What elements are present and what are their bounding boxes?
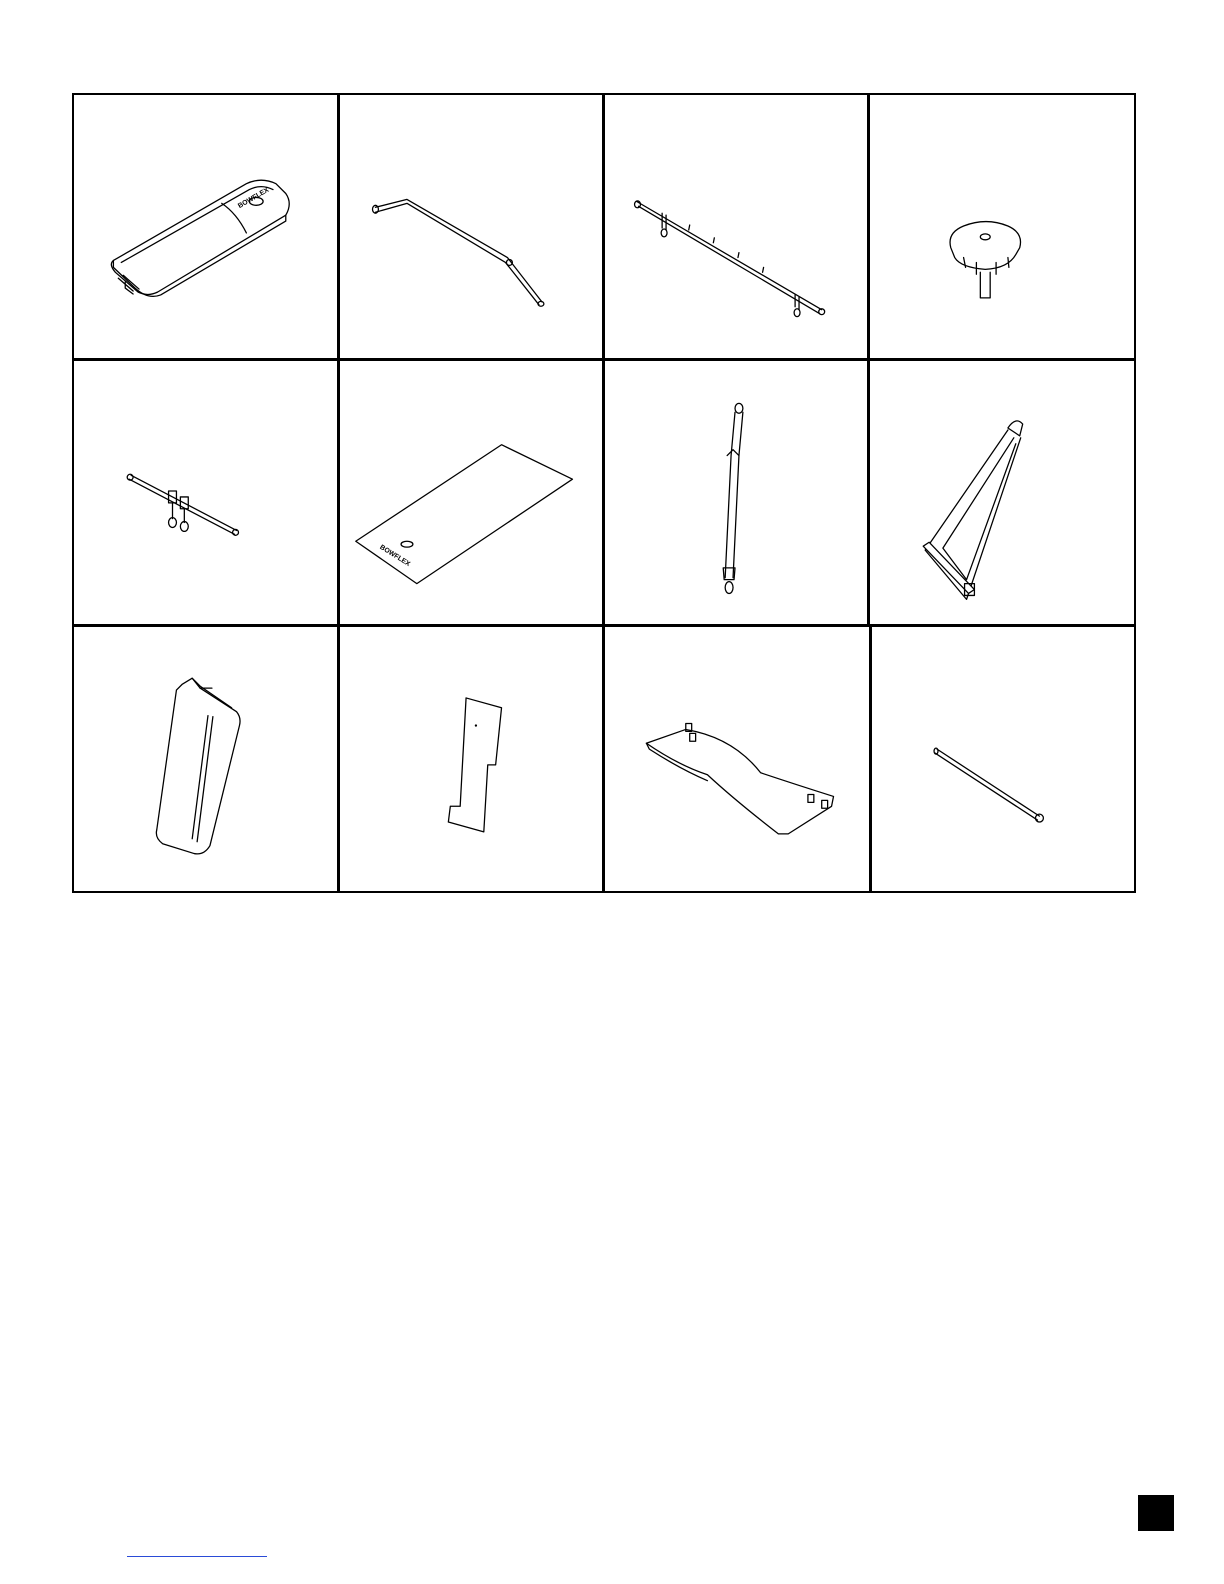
rod-illustration bbox=[872, 627, 1134, 891]
seat-pad-logo: BOWFLEX bbox=[236, 186, 271, 211]
knob-illustration bbox=[870, 95, 1134, 358]
part-cell-triangle-handle bbox=[868, 359, 1136, 626]
seat-pad-illustration bbox=[74, 95, 337, 358]
part-cell-floor-mat bbox=[338, 359, 604, 626]
floor-mat-logo: BOWFLEX bbox=[378, 543, 412, 569]
short-bar-illustration bbox=[74, 361, 337, 624]
part-cell-back-pad bbox=[72, 625, 339, 893]
lat-bar-illustration bbox=[340, 95, 602, 358]
parts-grid bbox=[72, 93, 1136, 893]
triangle-handle-illustration bbox=[870, 361, 1134, 624]
part-cell-plate bbox=[338, 625, 604, 893]
part-cell-seat-pad bbox=[72, 93, 339, 360]
strap-illustration bbox=[605, 361, 867, 624]
footer-link-underline[interactable] bbox=[127, 1556, 267, 1557]
back-pad-illustration bbox=[74, 627, 337, 891]
part-cell-knob bbox=[868, 93, 1136, 360]
part-cell-rod bbox=[870, 625, 1136, 893]
part-cell-lat-bar bbox=[338, 93, 604, 360]
part-cell-short-bar bbox=[72, 359, 339, 626]
page-marker-block bbox=[1138, 1495, 1174, 1531]
base-plate-illustration bbox=[605, 627, 869, 891]
floor-mat-illustration bbox=[340, 361, 602, 624]
straight-bar-illustration bbox=[605, 95, 867, 358]
plate-illustration bbox=[340, 627, 602, 891]
part-cell-base-plate bbox=[603, 625, 871, 893]
part-cell-strap bbox=[603, 359, 869, 626]
part-cell-straight-bar bbox=[603, 93, 869, 360]
